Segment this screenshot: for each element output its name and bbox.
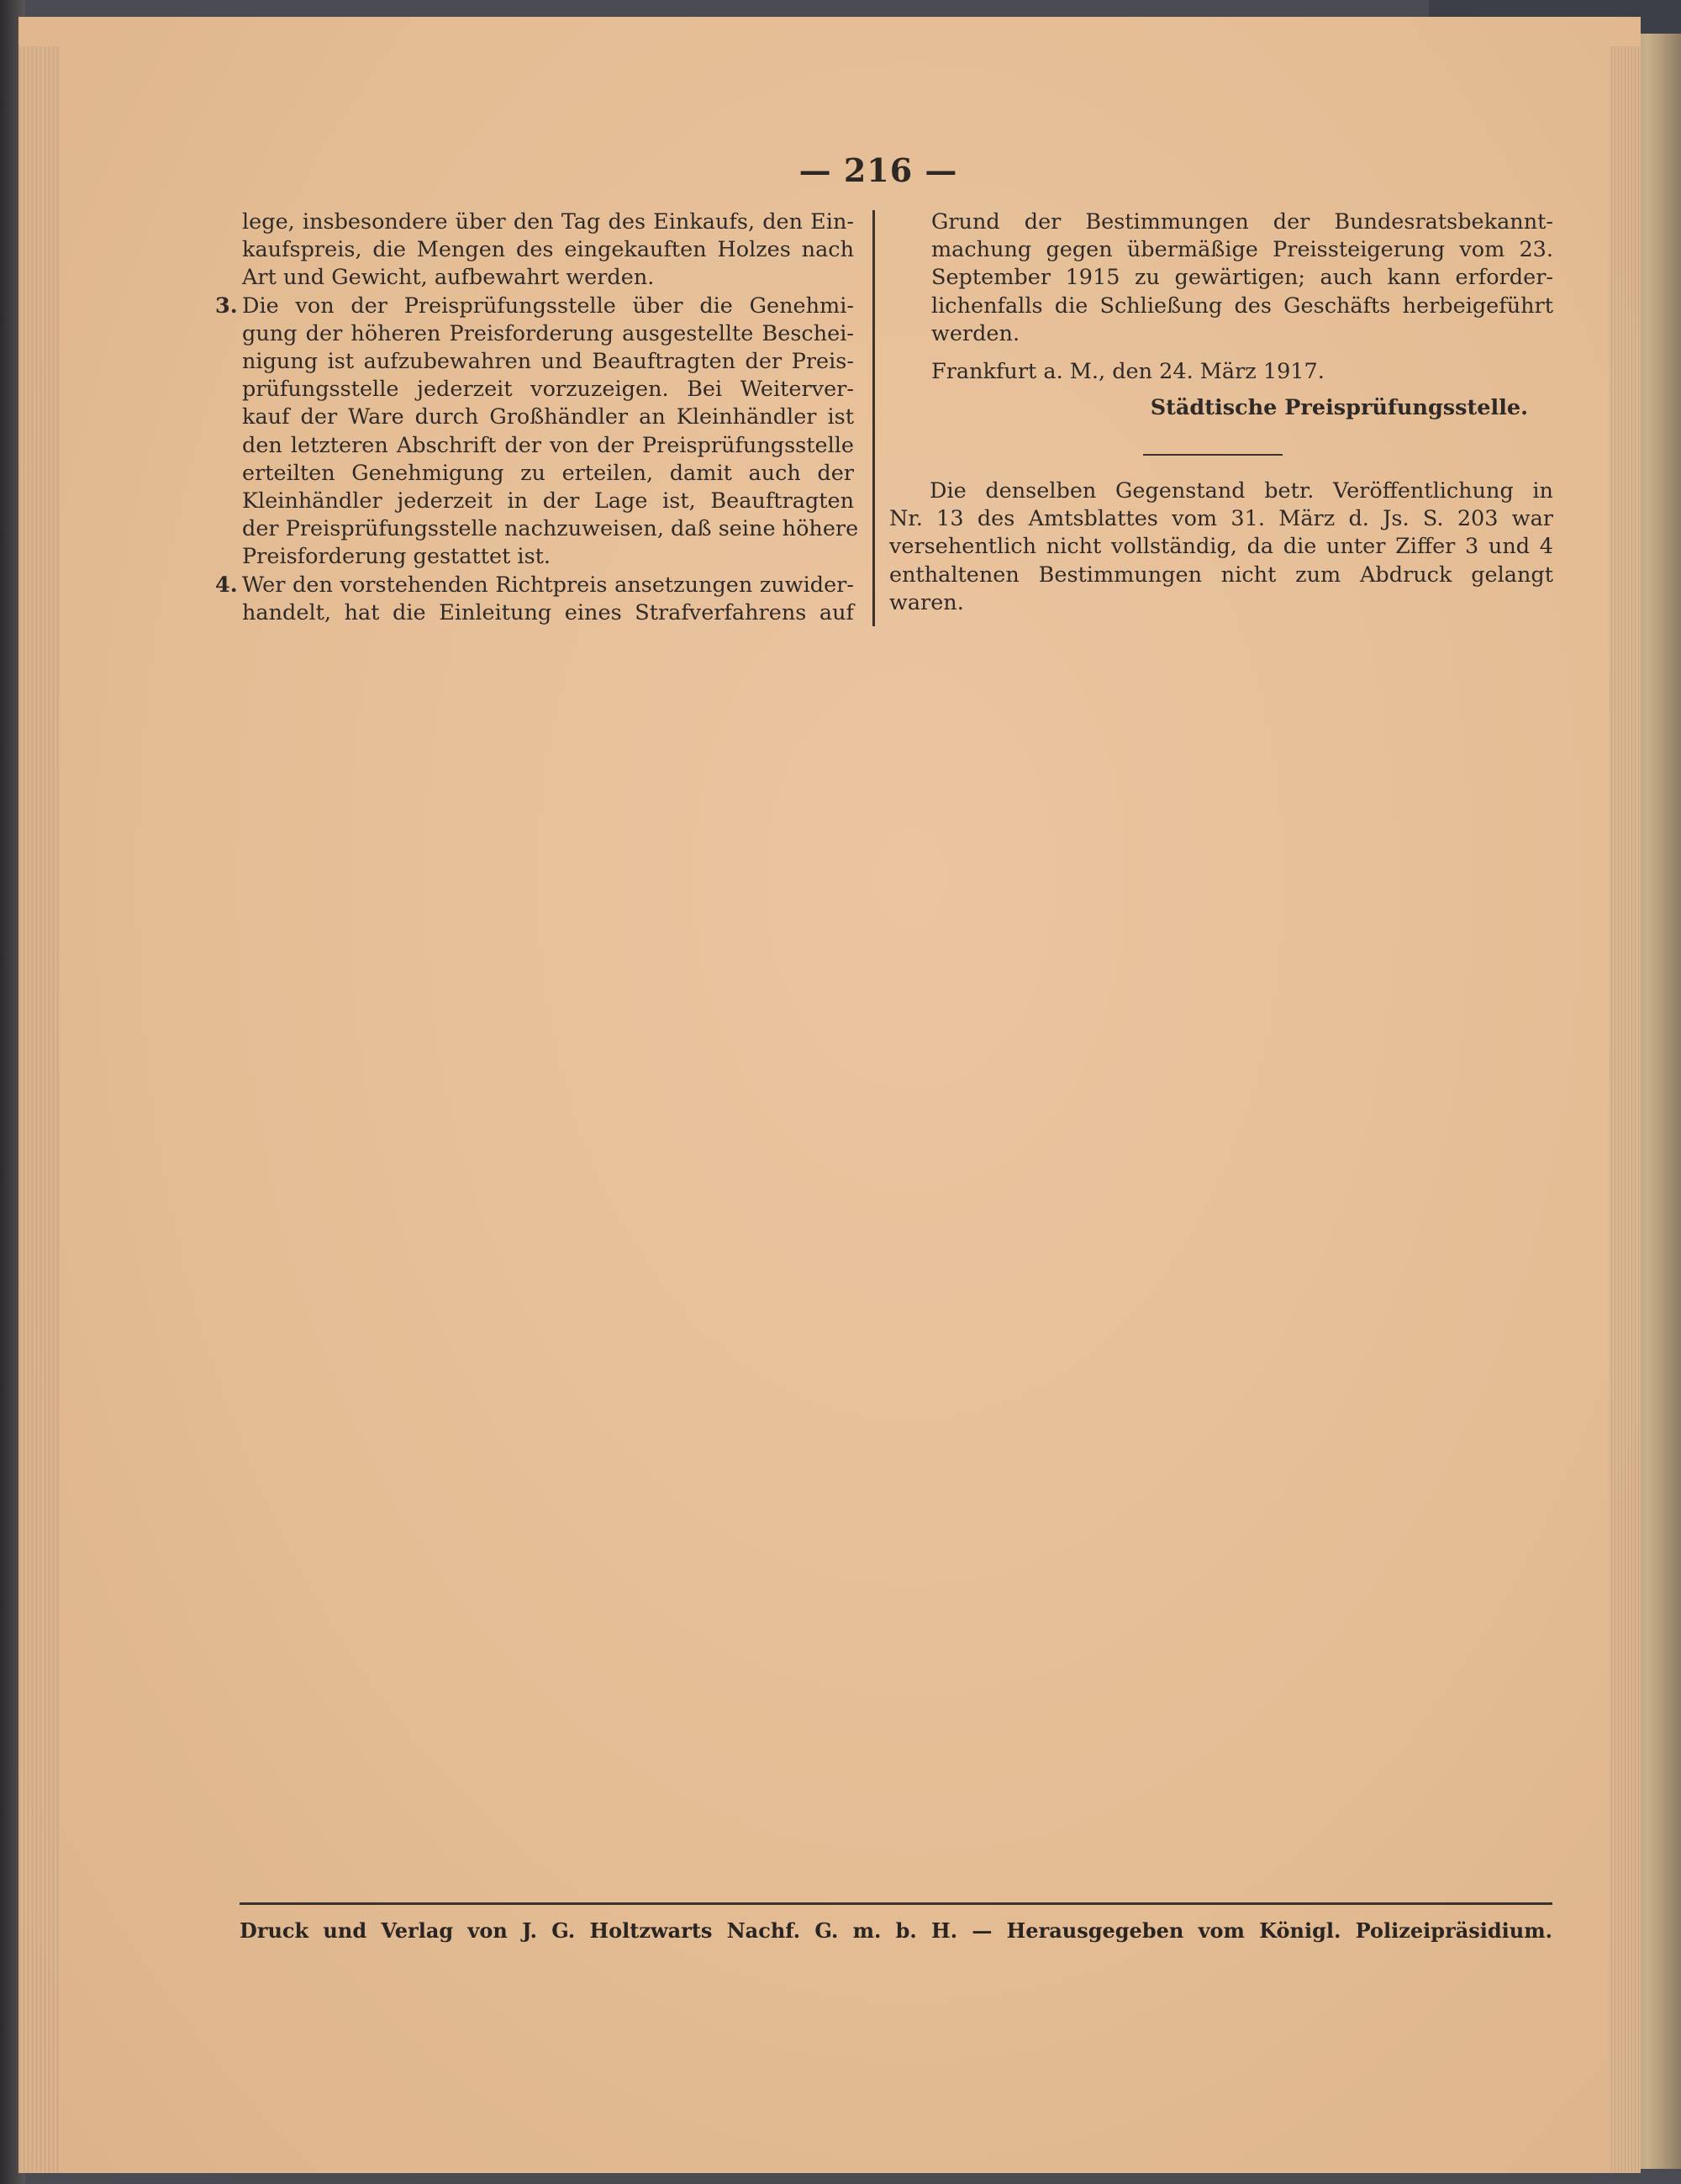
text-line: gung der höheren Preisforderung ausgestellte Beschei- [242,320,854,346]
right-column [931,208,1553,422]
text-line: enthaltenen Bestimmungen nicht zum Abdruck gelangt [889,562,1553,588]
text-line: Preisforderung gestattet ist. [242,544,551,570]
text-line: prüfungsstelle jederzeit vorzuzeigen. Bei Weiterver- [242,377,854,403]
text-line: Art und Gewicht, aufbewahrt werden. [242,265,655,291]
dateline: Frankfurt a. M., den 24. März 1917. [931,359,1325,385]
text-line: nigung ist aufzubewahren und Beauftragten der Preis- [242,349,854,375]
section-rule [1143,454,1283,456]
text-line: Die von der Preisprüfungsstelle über die Genehmi- [242,293,854,319]
text-line: lichenfalls die Schließung des Geschäfts herbeigeführt [931,293,1553,319]
text-line: Wer den vorstehenden Richtpreis ansetzungen zuwider- [242,572,854,598]
footer-rule [240,1902,1552,1905]
page-stack-left [18,46,61,2173]
text-line: Kleinhändler jederzeit in der Lage ist, Beauftragten [242,488,854,514]
left-column [215,208,859,627]
signature: Städtische Preisprüfungsstelle. [1150,395,1528,421]
text-line: der Preisprüfungsstelle nachzuweisen, daß seine höhere [242,516,859,542]
text-line: erteilten Genehmigung zu erteilen, damit auch der [242,460,854,486]
footer-imprint: Druck und Verlag von J. G. Holtzwarts Nachf. G. m. b. H. — Herausgegeben vom Königl. Polizeipräsidium. [240,1918,1552,1943]
correction-notice [889,477,1553,617]
item-number: 3. [215,293,238,319]
text-line: werden. [931,320,1020,346]
text-line: lege, insbesondere über den Tag des Einkaufs, den Ein- [242,209,854,235]
text-line: machung gegen übermäßige Preissteigerung vom 23. [931,237,1553,263]
text-line: September 1915 zu gewärtigen; auch kann erforder- [931,265,1553,291]
text-line: waren. [889,589,964,615]
page-number: — 216 — [798,151,958,189]
list-item-3 [215,293,859,572]
text-line: Die denselben Gegenstand betr. Veröffentlichung in [930,478,1553,504]
text-line: kaufspreis, die Mengen des eingekauften Holzes nach [242,237,854,263]
text-line: kauf der Ware durch Großhändler an Kleinhändler ist [242,404,854,430]
text-line: versehentlich nicht vollständig, da die unter Ziffer 3 und 4 [889,534,1553,560]
text-line: Grund der Bestimmungen der Bundesratsbekannt- [931,209,1553,235]
item-number: 4. [215,572,238,598]
text-line: handelt, hat die Einleitung eines Strafverfahrens auf [242,599,854,625]
column-divider [872,210,875,626]
page-stack-right [1609,46,1641,2173]
text-line: den letzteren Abschrift der von der Preisprüfungsstelle [242,432,854,458]
text-line: Nr. 13 des Amtsblattes vom 31. März d. Js. S. 203 war [889,506,1553,532]
list-item-4 [215,572,854,627]
